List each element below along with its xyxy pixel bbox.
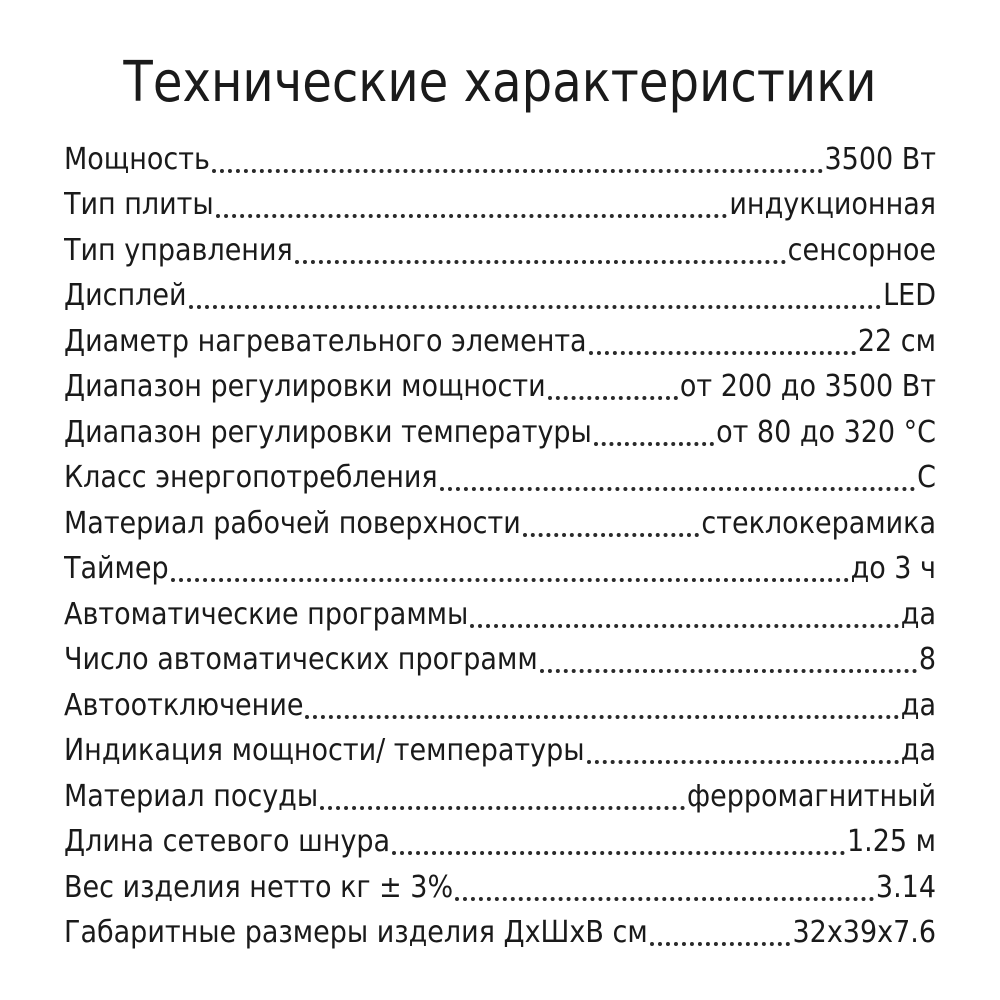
spec-value: С <box>917 460 936 496</box>
dot-leader <box>305 686 898 726</box>
spec-value: 1.25 м <box>846 824 936 860</box>
spec-row <box>64 365 936 411</box>
spec-row <box>64 456 936 502</box>
dot-leader <box>587 731 899 771</box>
spec-row <box>64 729 936 775</box>
spec-value: от 200 до 3500 Вт <box>679 369 936 405</box>
dot-leader <box>392 822 845 862</box>
spec-row <box>64 774 936 820</box>
spec-row <box>64 137 936 183</box>
spec-value: 22 см <box>857 323 936 359</box>
spec-label: Габаритные размеры изделия ДхШхВ см <box>64 915 648 951</box>
spec-row <box>64 592 936 638</box>
dot-leader <box>212 140 823 180</box>
spec-row <box>64 274 936 320</box>
spec-label: Индикация мощности/ температуры <box>64 733 585 769</box>
page-title: Технические характеристики <box>123 50 877 115</box>
spec-list <box>64 137 936 956</box>
spec-value: да <box>900 596 936 632</box>
spec-label: Диапазон регулировки температуры <box>64 414 592 450</box>
spec-row <box>64 638 936 684</box>
spec-value: 8 <box>918 642 936 678</box>
dot-leader <box>548 367 678 407</box>
spec-label: Автоматические программы <box>64 596 469 632</box>
spec-row <box>64 228 936 274</box>
spec-label: Тип плиты <box>64 187 214 223</box>
spec-row <box>64 183 936 229</box>
spec-label: Материал рабочей поверхности <box>64 505 521 541</box>
spec-label: Таймер <box>64 551 169 587</box>
spec-row <box>64 865 936 911</box>
spec-label: Автоотключение <box>64 687 304 723</box>
spec-row <box>64 820 936 866</box>
spec-row <box>64 410 936 456</box>
spec-label: Мощность <box>64 141 210 177</box>
dot-leader <box>171 549 849 589</box>
dot-leader <box>470 595 898 635</box>
spec-row <box>64 501 936 547</box>
spec-value: 3500 Вт <box>824 141 936 177</box>
dot-leader <box>455 868 874 908</box>
spec-label: Длина сетевого шнура <box>64 824 391 860</box>
spec-label: Вес изделия нетто кг ± 3% <box>64 869 454 905</box>
dot-leader <box>189 276 882 316</box>
spec-label: Материал посуды <box>64 778 319 814</box>
dot-leader <box>216 185 728 225</box>
spec-value: да <box>900 733 936 769</box>
dot-leader <box>440 458 915 498</box>
spec-value: да <box>900 687 936 723</box>
spec-row <box>64 319 936 365</box>
spec-value: 32х39х7.6 <box>792 915 936 951</box>
spec-value: стеклокерамика <box>701 505 936 541</box>
spec-label: Диапазон регулировки мощности <box>64 369 546 405</box>
dot-leader <box>594 413 714 453</box>
spec-value: LED <box>883 278 936 314</box>
dot-leader <box>540 640 917 680</box>
spec-value: ферромагнитный <box>687 778 936 814</box>
spec-value: до 3 ч <box>850 551 936 587</box>
spec-row <box>64 683 936 729</box>
spec-value: индукционная <box>729 187 936 223</box>
dot-leader <box>589 322 856 362</box>
dot-leader <box>650 913 791 953</box>
spec-row <box>64 911 936 957</box>
spec-value: от 80 до 320 °С <box>716 414 936 450</box>
spec-value: 3.14 <box>875 869 936 905</box>
spec-value: сенсорное <box>787 232 936 268</box>
spec-label: Класс энергопотребления <box>64 460 438 496</box>
spec-row <box>64 547 936 593</box>
spec-label: Тип управления <box>64 232 293 268</box>
spec-label: Дисплей <box>64 278 187 314</box>
dot-leader <box>523 504 700 544</box>
dot-leader <box>320 777 685 817</box>
spec-label: Диаметр нагревательного элемента <box>64 323 587 359</box>
spec-label: Число автоматических программ <box>64 642 538 678</box>
dot-leader <box>295 231 786 271</box>
